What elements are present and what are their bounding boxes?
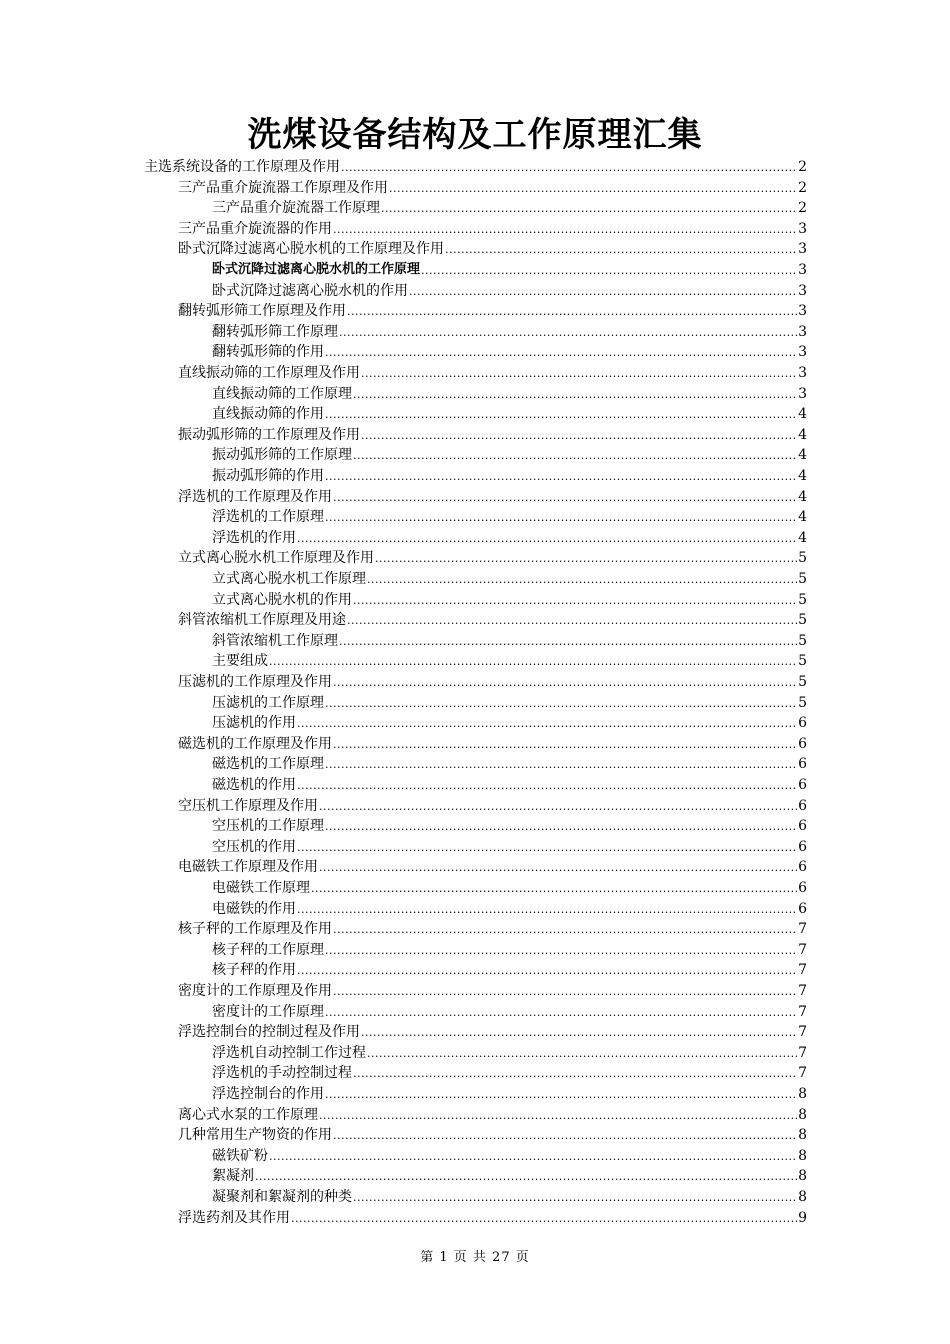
toc-dot-leader: [297, 778, 797, 794]
toc-dot-leader: [445, 242, 797, 258]
toc-page-number: 6: [798, 818, 807, 835]
toc-entry-title: 浮选机的手动控制过程: [212, 1065, 352, 1082]
toc-entry[interactable]: [212, 444, 807, 464]
toc-entry-title: 空压机工作原理及作用: [178, 797, 318, 814]
toc-dot-leader: [325, 510, 797, 526]
toc-entry[interactable]: [178, 486, 807, 506]
toc-page-number: 3: [798, 323, 807, 340]
toc-dot-leader: [333, 675, 797, 691]
toc-dot-leader: [353, 1190, 797, 1206]
toc-entry-title: 磁铁矿粉: [212, 1147, 268, 1164]
toc-entry[interactable]: [212, 506, 807, 526]
toc-dot-leader: [409, 284, 797, 300]
toc-page-number: 8: [798, 1189, 807, 1205]
toc-page-number: 5: [798, 632, 807, 649]
toc-dot-leader: [297, 840, 797, 856]
toc-dot-leader: [319, 1108, 797, 1124]
toc-page-number: 4: [798, 406, 807, 423]
toc-dot-leader: [367, 1046, 797, 1062]
toc-entry-title: 浮选控制台的控制过程及作用: [178, 1024, 360, 1041]
toc-dot-leader: [353, 387, 797, 403]
toc-entry[interactable]: [212, 259, 807, 279]
toc-entry-title: 主选系统设备的工作原理及作用: [144, 159, 340, 175]
toc-page-number: 5: [798, 612, 807, 629]
toc-entry-title: 凝聚剂和絮凝剂的种类: [212, 1189, 352, 1205]
toc-dot-leader: [333, 222, 797, 238]
toc-entry[interactable]: [212, 712, 807, 732]
toc-page-number: 5: [798, 694, 807, 711]
toc-entry-title: 核子秤的工作原理及作用: [178, 921, 332, 938]
toc-dot-leader: [291, 1211, 797, 1227]
toc-page-number: 6: [798, 880, 807, 896]
toc-entry-title: 振动弧形筛的工作原理: [212, 447, 352, 464]
toc-dot-leader: [353, 1066, 797, 1082]
toc-entry[interactable]: [212, 383, 807, 403]
toc-dot-leader: [325, 819, 797, 835]
page-footer: 第 1 页 共 27 页: [420, 1250, 530, 1265]
toc-dot-leader: [333, 922, 797, 938]
toc-dot-leader: [333, 737, 797, 753]
toc-dot-leader: [339, 325, 797, 341]
toc-entry[interactable]: [178, 918, 807, 938]
toc-page-number: 6: [798, 859, 807, 876]
toc-dot-leader: [297, 963, 797, 979]
toc-entry[interactable]: [212, 630, 807, 650]
toc-entry[interactable]: [178, 795, 807, 815]
toc-entry[interactable]: [212, 280, 807, 300]
toc-entry[interactable]: [212, 898, 807, 918]
document-title: 洗煤设备结构及工作原理汇集: [247, 115, 703, 155]
toc-entry-title: 电磁铁工作原理: [212, 880, 310, 896]
toc-dot-leader: [353, 448, 797, 464]
toc-entry-title: 直线振动筛的工作原理: [212, 385, 352, 402]
toc-dot-leader: [269, 1149, 797, 1165]
toc-page-number: 3: [798, 241, 807, 258]
toc-entry-title: 振动弧形筛的作用: [212, 468, 324, 484]
toc-dot-leader: [341, 160, 797, 176]
toc-page-number: 6: [798, 715, 807, 732]
toc-dot-leader: [375, 551, 797, 567]
toc-entry-title: 翻转弧形筛工作原理: [212, 323, 338, 340]
toc-entry-title: 振动弧形筛的工作原理及作用: [178, 426, 360, 443]
toc-entry-title: 浮选机自动控制工作过程: [212, 1044, 366, 1061]
toc-entry[interactable]: [178, 980, 807, 1000]
toc-page-number: 5: [798, 550, 807, 567]
toc-entry-title: 空压机的工作原理: [212, 818, 324, 835]
toc-dot-leader: [347, 613, 797, 629]
toc-entry-title: 卧式沉降过滤离心脱水机的工作原理: [212, 262, 421, 277]
toc-page-number: 2: [798, 159, 807, 175]
toc-page-number: 4: [798, 426, 807, 443]
toc-page-number: 6: [798, 735, 807, 752]
toc-entry[interactable]: [212, 341, 807, 361]
toc-entry[interactable]: [212, 527, 807, 547]
toc-dot-leader: [361, 1025, 797, 1041]
toc-dot-leader: [333, 1128, 797, 1144]
toc-entry[interactable]: [178, 671, 807, 691]
toc-page-number: 6: [798, 756, 807, 773]
toc-entry-title: 压滤机的工作原理及作用: [178, 674, 332, 690]
toc-page-number: 7: [798, 1024, 807, 1041]
toc-entry[interactable]: [212, 403, 807, 423]
toc-entry-title: 卧式沉降过滤离心脱水机的工作原理及作用: [178, 241, 444, 258]
toc-dot-leader: [325, 469, 797, 485]
toc-entry[interactable]: [144, 156, 807, 176]
toc-page-number: 8: [798, 1127, 807, 1144]
toc-dot-leader: [297, 902, 797, 918]
toc-entry-title: 浮选机的作用: [212, 529, 296, 546]
toc-entry-title: 磁选机的作用: [212, 777, 296, 793]
toc-entry-title: 立式离心脱水机工作原理及作用: [178, 550, 374, 567]
toc-entry[interactable]: [178, 1207, 807, 1227]
toc-entry[interactable]: [212, 568, 807, 588]
toc-dot-leader: [333, 984, 797, 1000]
toc-entry-title: 立式离心脱水机的作用: [212, 591, 352, 608]
toc-entry[interactable]: [212, 1062, 807, 1082]
toc-entry-title: 斜管浓缩机工作原理: [212, 632, 338, 649]
toc-dot-leader: [297, 716, 797, 732]
toc-page-number: 4: [798, 488, 807, 505]
toc-entry-title: 压滤机的工作原理: [212, 694, 324, 711]
toc-entry[interactable]: [178, 218, 807, 238]
toc-entry[interactable]: [212, 877, 807, 897]
toc-dot-leader: [347, 304, 797, 320]
toc-page-number: 6: [798, 797, 807, 814]
toc-entry-title: 主要组成: [212, 653, 268, 670]
toc-page-number: 3: [798, 365, 807, 381]
toc-page-number: 4: [798, 447, 807, 464]
toc-entry-title: 卧式沉降过滤离心脱水机的作用: [212, 282, 408, 299]
toc-entry[interactable]: [212, 959, 807, 979]
toc-page-number: 3: [798, 282, 807, 299]
toc-entry[interactable]: [212, 1145, 807, 1165]
toc-entry-title: 浮选控制台的作用: [212, 1086, 324, 1102]
toc-entry-title: 立式离心脱水机工作原理: [212, 571, 366, 587]
toc-dot-leader: [269, 654, 797, 670]
toc-entry[interactable]: [212, 1186, 807, 1206]
toc-entry-title: 几种常用生产物资的作用: [178, 1127, 332, 1144]
toc-entry[interactable]: [178, 238, 807, 258]
toc-entry-title: 电磁铁工作原理及作用: [178, 859, 318, 876]
toc-dot-leader: [319, 799, 797, 815]
toc-page-number: 6: [798, 838, 807, 855]
toc-page-number: 5: [798, 653, 807, 670]
toc-dot-leader: [325, 757, 797, 773]
toc-dot-leader: [353, 593, 797, 609]
toc-page-number: 3: [798, 262, 807, 278]
toc-dot-leader: [325, 696, 797, 712]
toc-page-number: 7: [798, 921, 807, 938]
toc-page-number: 6: [798, 777, 807, 793]
toc-entry[interactable]: [178, 300, 807, 320]
toc-entry[interactable]: [212, 836, 807, 856]
toc-entry[interactable]: [178, 733, 807, 753]
toc-page-number: 3: [798, 220, 807, 237]
toc-entry-title: 浮选机的工作原理: [212, 509, 324, 526]
toc-dot-leader: [361, 366, 797, 382]
toc-entry-title: 浮选机的工作原理及作用: [178, 488, 332, 505]
toc-entry[interactable]: [178, 609, 807, 629]
toc-page-number: 8: [798, 1147, 807, 1164]
toc-page-number: 7: [798, 1003, 807, 1020]
toc-entry-title: 磁选机的工作原理: [212, 756, 324, 773]
toc-entry-title: 磁选机的工作原理及作用: [178, 735, 332, 752]
toc-dot-leader: [325, 943, 797, 959]
toc-entry-title: 三产品重介旋流器的作用: [178, 220, 332, 237]
toc-dot-leader: [325, 407, 797, 423]
toc-entry[interactable]: [178, 1124, 807, 1144]
toc-dot-leader: [319, 860, 797, 876]
toc-entry-title: 电磁铁的作用: [212, 900, 296, 917]
toc-dot-leader: [325, 345, 797, 361]
toc-entry[interactable]: [212, 197, 807, 217]
toc-page-number: 3: [798, 344, 807, 361]
toc-page-number: 7: [798, 983, 807, 999]
toc-dot-leader: [325, 1005, 797, 1021]
toc-page-number: 5: [798, 571, 807, 587]
toc-entry[interactable]: [212, 1083, 807, 1103]
toc-page-number: 7: [798, 962, 807, 979]
toc-page-number: 8: [798, 1168, 807, 1185]
toc-dot-leader: [325, 1087, 797, 1103]
toc-entry-title: 核子秤的作用: [212, 962, 296, 979]
toc-entry-title: 翻转弧形筛工作原理及作用: [178, 303, 346, 320]
toc-page-number: 4: [798, 529, 807, 546]
toc-entry[interactable]: [212, 1165, 807, 1185]
toc-page-number: 8: [798, 1086, 807, 1102]
toc-entry[interactable]: [178, 856, 807, 876]
toc-dot-leader: [367, 572, 797, 588]
toc-page-number: 6: [798, 900, 807, 917]
toc-page-number: 9: [798, 1209, 807, 1226]
toc-entry-title: 核子秤的工作原理: [212, 941, 324, 958]
toc-entry-title: 三产品重介旋流器工作原理及作用: [178, 179, 388, 196]
toc-entry[interactable]: [212, 650, 807, 670]
toc-entry[interactable]: [178, 1021, 807, 1041]
toc-entry[interactable]: [212, 753, 807, 773]
toc-entry[interactable]: [212, 1042, 807, 1062]
toc-entry[interactable]: [212, 939, 807, 959]
toc-page-number: 2: [798, 179, 807, 196]
toc-entry[interactable]: [212, 321, 807, 341]
toc-page-number: 7: [798, 1044, 807, 1061]
toc-entry[interactable]: [178, 424, 807, 444]
toc-entry[interactable]: [178, 362, 807, 382]
toc-dot-leader: [339, 634, 797, 650]
toc-dot-leader: [255, 1169, 797, 1185]
toc-entry-title: 浮选药剂及其作用: [178, 1209, 290, 1226]
toc-page-number: 2: [798, 200, 807, 217]
toc-page-number: 7: [798, 941, 807, 958]
toc-dot-leader: [311, 881, 797, 897]
toc-entry-title: 密度计的工作原理及作用: [178, 983, 332, 999]
toc-dot-leader: [361, 428, 797, 444]
toc-dot-leader: [389, 181, 797, 197]
toc-entry-title: 直线振动筛的作用: [212, 406, 324, 423]
toc-dot-leader: [297, 531, 797, 547]
toc-page-number: 4: [798, 468, 807, 484]
toc-page-number: 3: [798, 303, 807, 320]
toc-entry-title: 空压机的作用: [212, 838, 296, 855]
toc-entry[interactable]: [212, 465, 807, 485]
toc-dot-leader: [333, 490, 797, 506]
toc-entry[interactable]: [212, 589, 807, 609]
toc-entry-title: 密度计的工作原理: [212, 1003, 324, 1020]
toc-entry[interactable]: [212, 815, 807, 835]
toc-page-number: 5: [798, 591, 807, 608]
toc-page-number: 3: [798, 385, 807, 402]
toc-entry[interactable]: [212, 692, 807, 712]
toc-dot-leader: [421, 263, 797, 279]
toc-entry-title: 直线振动筛的工作原理及作用: [178, 365, 360, 381]
toc-entry[interactable]: [178, 177, 807, 197]
toc-entry-title: 离心式水泵的工作原理: [178, 1106, 318, 1123]
toc-entry[interactable]: [212, 774, 807, 794]
toc-page-number: 4: [798, 509, 807, 526]
toc-entry-title: 压滤机的作用: [212, 715, 296, 732]
toc-entry[interactable]: [212, 1001, 807, 1021]
toc-entry-title: 絮凝剂: [212, 1168, 254, 1185]
toc-entry[interactable]: [178, 547, 807, 567]
toc-entry-title: 翻转弧形筛的作用: [212, 344, 324, 361]
toc-entry[interactable]: [178, 1104, 807, 1124]
toc-dot-leader: [381, 201, 797, 217]
toc-page-number: 7: [798, 1065, 807, 1082]
toc-entry-title: 斜管浓缩机工作原理及用途: [178, 612, 346, 629]
toc-entry-title: 三产品重介旋流器工作原理: [212, 200, 380, 217]
toc-page-number: 5: [798, 674, 807, 690]
toc-page-number: 8: [798, 1106, 807, 1123]
